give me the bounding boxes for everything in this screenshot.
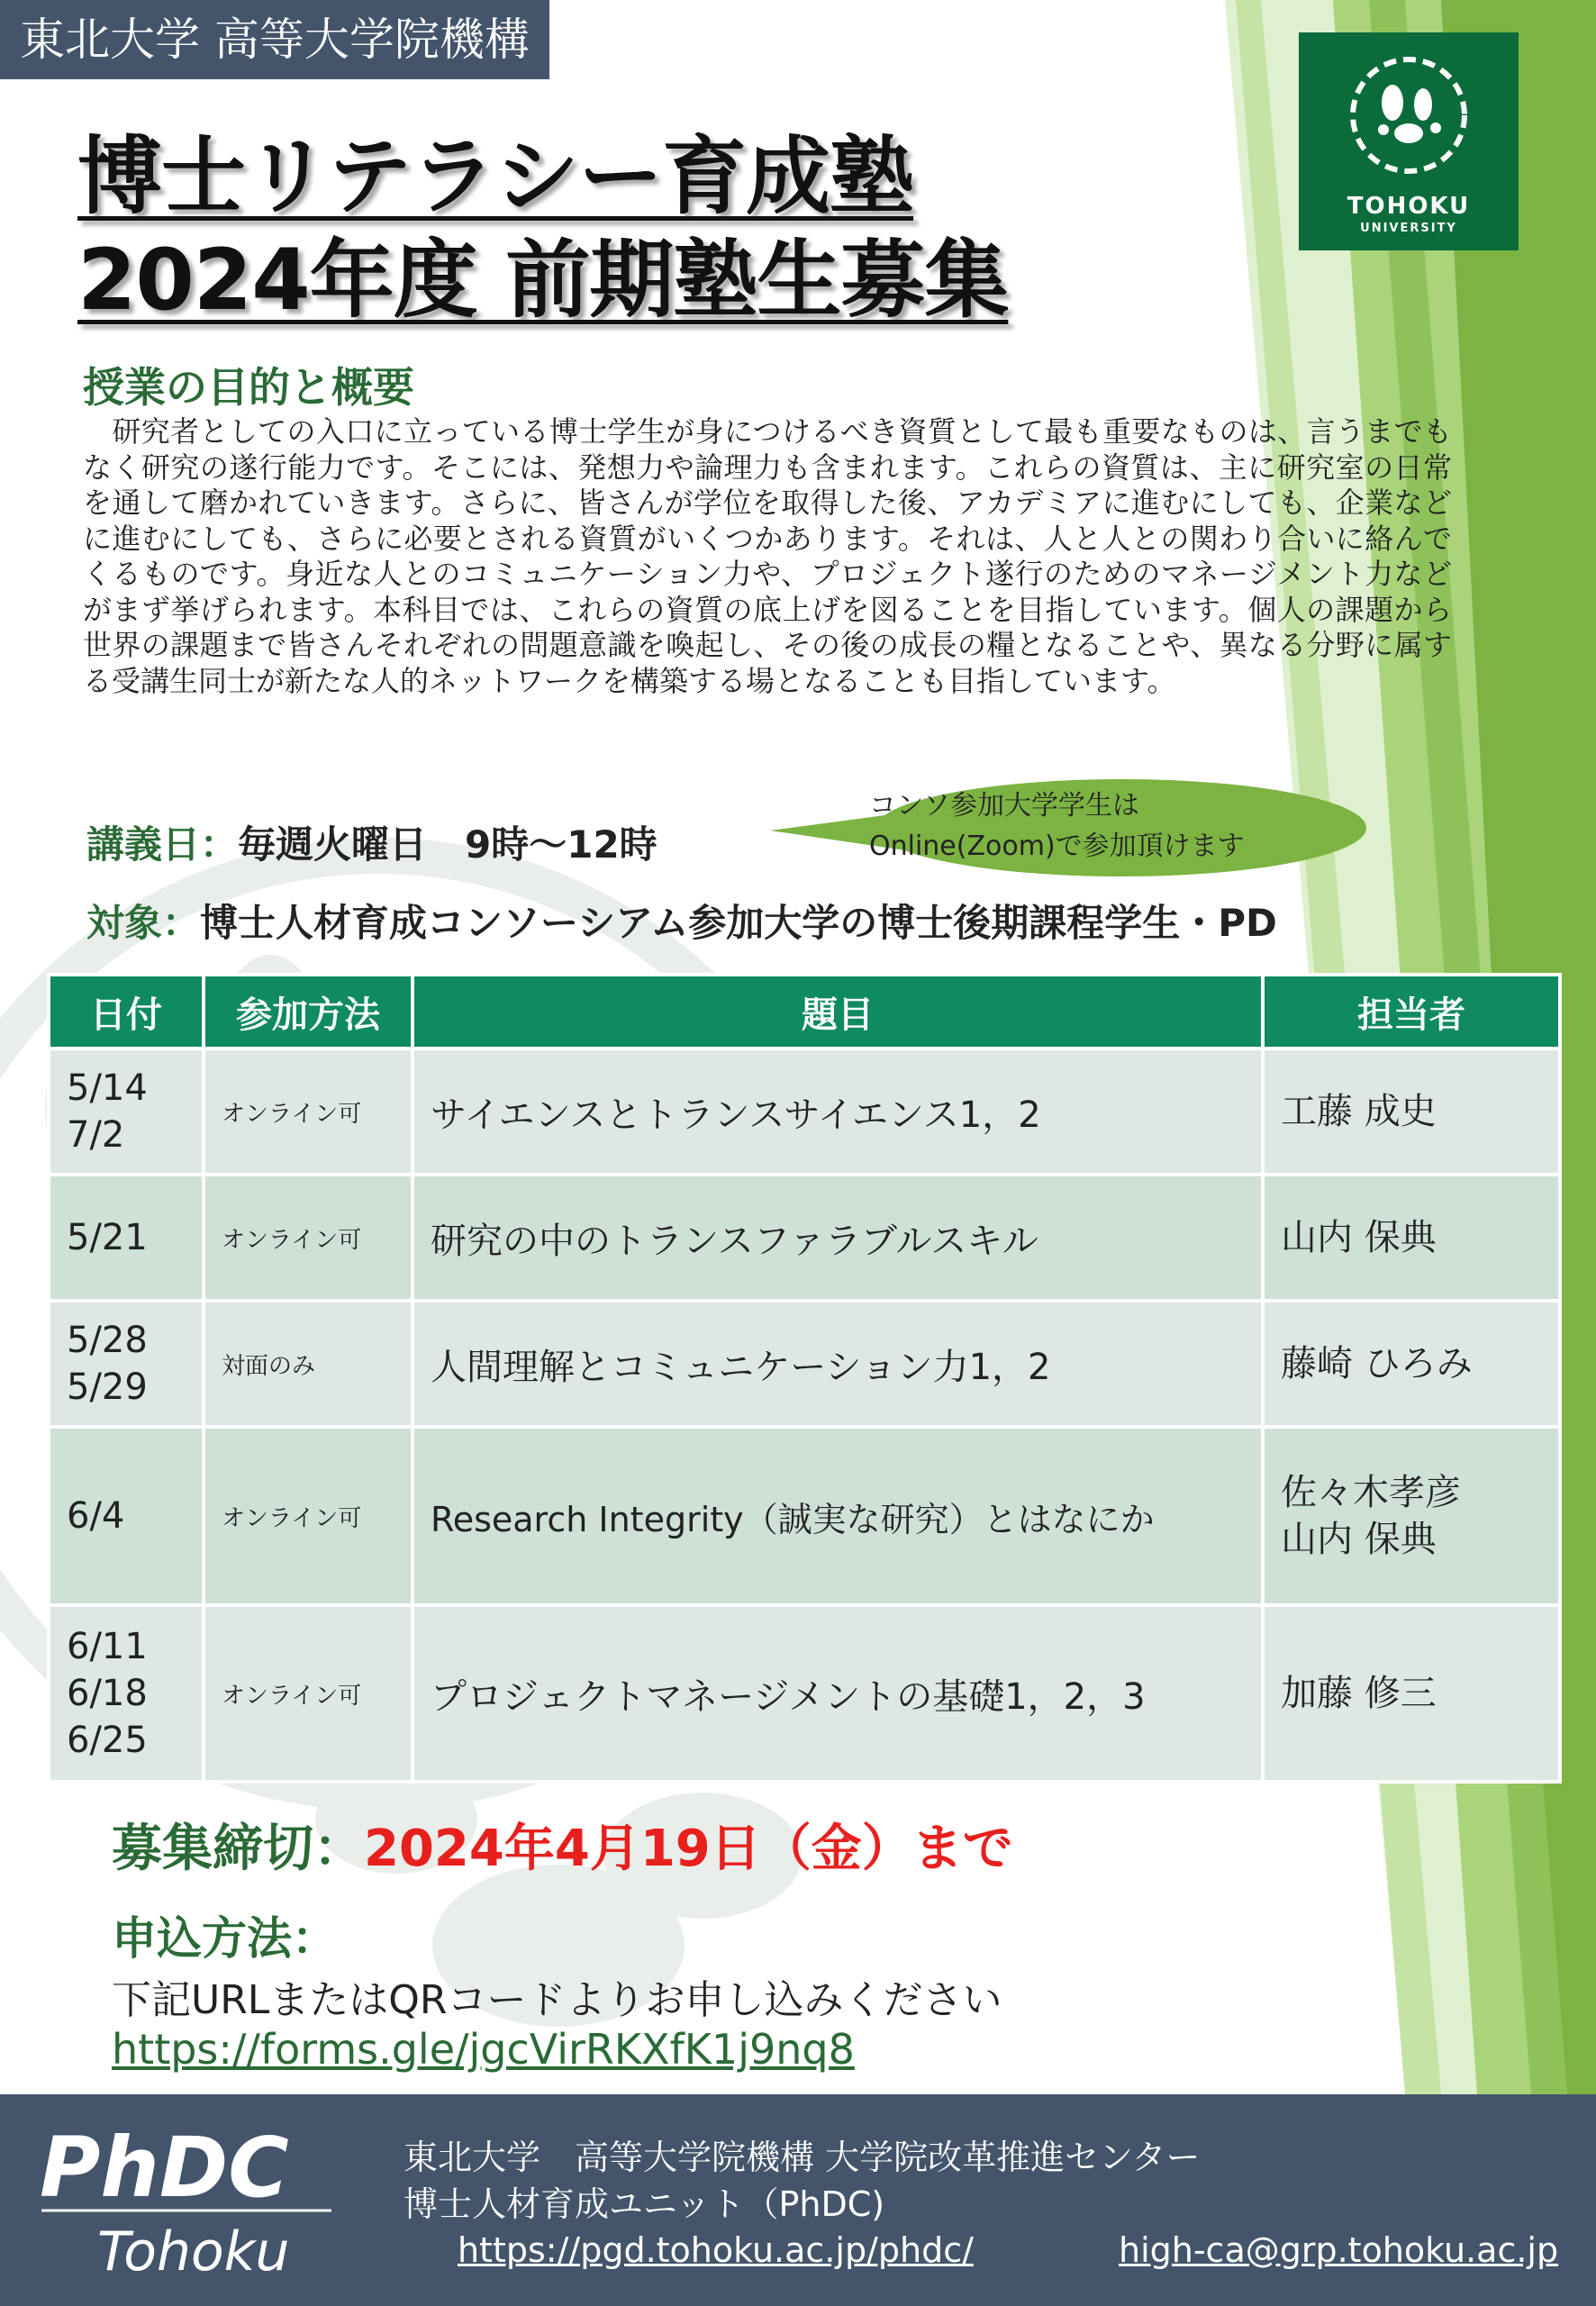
apply-form-link[interactable]: https://forms.gle/jgcVirRKXfK1j9nq8 xyxy=(112,2025,855,2074)
date-cell xyxy=(49,1605,204,1782)
phdc-tohoku-logo xyxy=(34,2110,358,2290)
organization-tag: 東北大学 高等大学院機構 xyxy=(0,0,549,79)
lecturer-cell xyxy=(1263,1175,1560,1301)
lecturer-cell xyxy=(1263,1301,1560,1427)
date: 5/28 xyxy=(67,1320,148,1361)
footer-org-line2: 博士人材育成ユニット（PhDC) xyxy=(404,2184,885,2224)
date-cell xyxy=(49,1049,204,1175)
target-value: 博士人材育成コンソーシアム参加大学の博士後期課程学生・PD xyxy=(200,901,1277,945)
method-cell: 対面のみ xyxy=(204,1301,413,1427)
table-row xyxy=(49,1427,1560,1605)
header-method: 参加方法 xyxy=(204,975,413,1049)
title-cell: Research Integrity（誠実な研究）とはなにか xyxy=(413,1427,1263,1605)
bubble-line2: Online(Zoom)で参加頂けます xyxy=(869,831,1245,862)
method-cell: オンライン可 xyxy=(204,1049,413,1175)
lecturer: 藤崎 ひろみ xyxy=(1281,1343,1473,1385)
date: 6/11 xyxy=(67,1626,148,1667)
schedule-table xyxy=(47,973,1562,1784)
title-cell: サイエンスとトランスサイエンス1，2 xyxy=(413,1049,1263,1175)
header-title: 題目 xyxy=(413,975,1263,1049)
header-date: 日付 xyxy=(49,975,204,1049)
footer-website-link[interactable]: https://pgd.tohoku.ac.jp/phdc/ xyxy=(458,2230,974,2270)
lecture-day-label: 講義日： xyxy=(86,822,239,867)
target-audience xyxy=(86,894,1277,948)
speech-bubble-text xyxy=(869,785,1338,867)
date-cell xyxy=(49,1427,204,1605)
tohoku-university-logo xyxy=(1299,32,1519,250)
tohoku-university-emblem-icon xyxy=(1299,32,1519,186)
table-row xyxy=(49,1301,1560,1427)
date: 6/4 xyxy=(67,1495,125,1537)
header-lecturer: 担当者 xyxy=(1263,975,1560,1049)
lecture-day-value: 毎週火曜日 9時～12時 xyxy=(238,822,657,867)
lecturer-cell xyxy=(1263,1427,1560,1605)
apply-heading: 申込方法： xyxy=(112,1912,337,1965)
title-cell: 研究の中のトランスファラブルスキル xyxy=(413,1175,1263,1301)
date-cell xyxy=(49,1301,204,1427)
date: 5/29 xyxy=(67,1366,148,1408)
footer-email-link[interactable]: high-ca@grp.tohoku.ac.jp xyxy=(1119,2230,1559,2270)
lecturer: 工藤 成史 xyxy=(1281,1091,1437,1132)
method-cell: オンライン可 xyxy=(204,1175,413,1301)
date-cell xyxy=(49,1175,204,1301)
title-cell: 人間理解とコミュニケーション力1，2 xyxy=(413,1301,1263,1427)
lecturer: 加藤 修三 xyxy=(1281,1673,1437,1714)
lecturer: 山内 保典 xyxy=(1281,1217,1437,1258)
date: 5/21 xyxy=(67,1217,148,1258)
application-deadline xyxy=(112,1809,1013,1881)
date: 6/18 xyxy=(67,1673,148,1714)
apply-instructions: 下記URLまたはQRコードよりお申し込みください xyxy=(112,1977,1002,2023)
logo-subname: UNIVERSITY xyxy=(1360,222,1457,235)
logo-name: TOHOKU xyxy=(1347,193,1471,220)
overview-heading: 授業の目的と概要 xyxy=(83,363,414,412)
phdc-logo-sub: Tohoku xyxy=(97,2220,290,2283)
method-cell: オンライン可 xyxy=(204,1427,413,1605)
page-title-line1: 博士リテラシー育成塾 xyxy=(77,128,914,226)
table-row xyxy=(49,1175,1560,1301)
lecturer: 佐々木孝彦 xyxy=(1281,1472,1461,1513)
target-label: 対象： xyxy=(86,901,201,945)
date: 7/2 xyxy=(67,1114,125,1156)
deadline-label: 募集締切： xyxy=(112,1820,364,1878)
bubble-line1: コンソ参加大学学生は xyxy=(869,790,1139,822)
overview-text: 研究者としての入口に立っている博士学生が身につけるべき資質として最も重要なものは、言うまでもなく研究の遂行能力です。そこには、発想力や論理力も含まれます。これらの資質は、主に研究室の日常を通して磨かれていきます。さらに、皆さんが学位を取得した後、アカデミアに進むにしても、企業などに進むにしても、さらに必要とされる資質がいくつかあります。それは、人と人との関わり合いに絡んでくるものです。身近な人とのコミュニケーション力や、プロジェクト遂行のためのマネージメント力などがまず挙げられます。本科目では、これらの資質の底上げを図ることを目指しています。個人の課題から世界の課題まで皆さんそれぞれの問題意識を喚起し、その後の成長の糧となることや、異なる分野に属する受講生同士が新たな人的ネットワークを構築する場となることも目指しています。 xyxy=(83,414,1452,698)
method-cell: オンライン可 xyxy=(204,1605,413,1782)
footer-org-line1: 東北大学 高等大学院機構 大学院改革推進センター xyxy=(404,2138,1201,2177)
date: 5/14 xyxy=(67,1067,148,1109)
date: 6/25 xyxy=(67,1720,148,1761)
page-title-line2: 2024年度 前期塾生募集 xyxy=(77,232,1009,330)
lecturer-cell xyxy=(1263,1605,1560,1782)
title-cell: プロジェクトマネージメントの基礎1，2，3 xyxy=(413,1605,1263,1782)
table-row xyxy=(49,1605,1560,1782)
lecturer-cell xyxy=(1263,1049,1560,1175)
phdc-logo-main: PhDC xyxy=(40,2120,289,2216)
lecturer: 山内 保典 xyxy=(1281,1519,1437,1560)
deadline-value: 2024年4月19日（金）まで xyxy=(364,1820,1013,1878)
lecture-day xyxy=(86,815,657,869)
schedule-header-row xyxy=(49,975,1560,1049)
table-row xyxy=(49,1049,1560,1175)
